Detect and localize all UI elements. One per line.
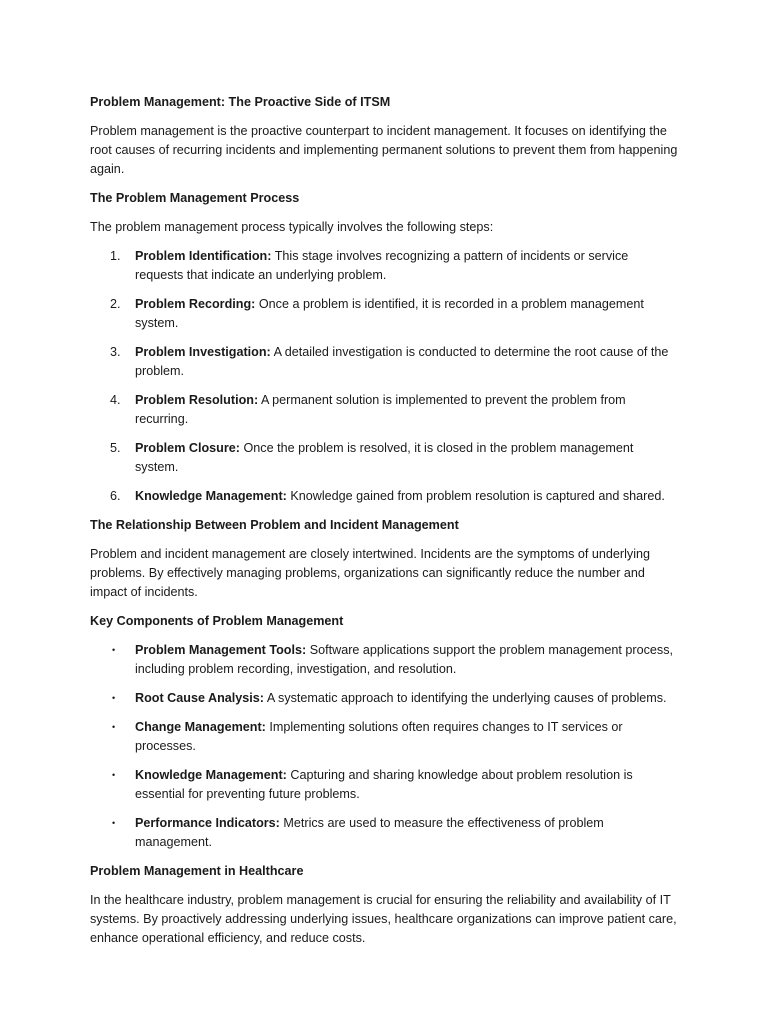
components-list [90,641,678,852]
component-item [90,689,678,708]
step-text: This stage involves recognizing a pattern of incidents or service requests that indicate an underlying problem. [135,249,629,282]
healthcare-heading: Problem Management in Healthcare [90,864,304,878]
components-heading: Key Components of Problem Management [90,614,344,628]
step-term: Problem Identification: [135,249,272,263]
bullet-icon: • [112,645,116,655]
component-text: A systematic approach to identifying the underlying causes of problems. [266,691,667,705]
component-text: Implementing solutions often requires changes to IT services or processes. [135,720,623,753]
component-item [90,641,678,679]
relationship-heading: The Relationship Between Problem and Incident Management [90,518,459,532]
healthcare-paragraph: In the healthcare industry, problem management is crucial for ensuring the reliability and availability of IT systems. By proactively addressing underlying issues, healthcare organizations can improve patient care, enhance operational efficiency, and reduce costs. [90,893,677,945]
process-intro: The problem management process typically involves the following steps: [90,220,494,234]
step-number: 5. [110,441,121,455]
step-term: Problem Resolution: [135,393,259,407]
document-title: Problem Management: The Proactive Side of ITSM [90,95,391,109]
bullet-icon: • [112,818,116,828]
component-term: Knowledge Management: [135,768,287,782]
step-term: Knowledge Management: [135,489,287,503]
process-step [90,295,678,333]
process-step [90,247,678,285]
process-steps-list [90,247,678,506]
process-step [90,343,678,381]
step-text: Once the problem is resolved, it is closed in the problem management system. [135,441,634,474]
component-item [90,814,678,852]
process-step [90,439,678,477]
step-text: Once a problem is identified, it is recorded in a problem management system. [135,297,644,330]
step-number: 3. [110,345,121,359]
component-term: Change Management: [135,720,266,734]
process-step [90,487,678,506]
step-number: 4. [110,393,121,407]
step-text: Knowledge gained from problem resolution is captured and shared. [290,489,665,503]
component-text: Software applications support the problem management process, including problem recording, investigation, and resolution. [135,643,674,676]
step-term: Problem Closure: [135,441,240,455]
component-term: Performance Indicators: [135,816,280,830]
step-text: A permanent solution is implemented to prevent the problem from recurring. [135,393,626,426]
step-text: A detailed investigation is conducted to determine the root cause of the problem. [135,345,669,378]
bullet-icon: • [112,722,116,732]
step-number: 6. [110,489,121,503]
bullet-icon: • [112,770,116,780]
step-term: Problem Recording: [135,297,256,311]
component-text: Capturing and sharing knowledge about problem resolution is essential for preventing future problems. [135,768,633,801]
intro-paragraph: Problem management is the proactive counterpart to incident management. It focuses on identifying the root causes of recurring incidents and implementing permanent solutions to prevent them from happening again. [90,124,678,176]
bullet-icon: • [112,693,116,703]
component-term: Root Cause Analysis: [135,691,264,705]
process-heading: The Problem Management Process [90,191,300,205]
step-term: Problem Investigation: [135,345,271,359]
component-text: Metrics are used to measure the effectiveness of problem management. [135,816,604,849]
component-term: Problem Management Tools: [135,643,307,657]
step-number: 2. [110,297,121,311]
relationship-paragraph: Problem and incident management are closely intertwined. Incidents are the symptoms of underlying problems. By effectively managing problems, organizations can significantly reduce the number and impact of incidents. [90,547,651,599]
component-item [90,718,678,756]
step-number: 1. [110,249,121,263]
process-step [90,391,678,429]
component-item [90,766,678,804]
